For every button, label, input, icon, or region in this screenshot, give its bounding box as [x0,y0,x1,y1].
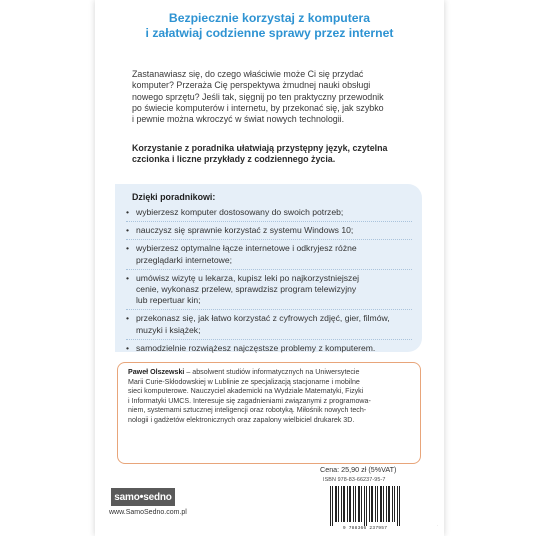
intro-line: po świecie komputerów i internetu, by przekonać się, jak szybko [132,102,384,113]
benefit-line: lub repertuar kin; [136,295,201,306]
benefit-item [126,273,412,311]
logo-left: samo [114,492,140,503]
bullet-icon: • [126,272,130,283]
author-bio-line: i Informatyki UMCS. Interesuje się zagadnieniami związanymi z programowa- [128,396,371,405]
author-bio-first-line: – absolwent studiów informatycznych na Uniwersytecie [184,368,360,376]
intro-line: Zastanawiasz się, do czego właściwie może Ci się przydać [132,69,364,79]
author-name: Paweł Olszewski [128,368,185,376]
author-bio-line: Marii Curie-Skłodowskiej w Lublinie ze specjalizacją stacjonarne i mobilne [128,377,360,386]
author-bio-box [117,362,421,464]
intro-paragraph [132,69,412,125]
author-bio-line [128,368,412,378]
benefit-line: cenie, wykonasz przelew, sprawdzisz program telewizyjny [136,284,357,295]
book-back-cover [95,0,444,536]
bullet-icon: • [126,243,130,254]
benefit-line: samodzielnie rozwiążesz najczęstsze problemy z komputerem. [136,342,376,353]
benefit-line: muzyki i książek; [136,324,201,335]
bullet-icon: • [126,313,130,324]
intro-line: komputer? Przeraża Cię perspektywa żmudnej nauki obsługi [132,80,371,91]
benefits-list [126,207,412,360]
publisher-logo [111,488,175,506]
benefit-item [126,243,412,269]
benefit-line: nauczysz się sprawnie korzystać z systemu Windows 10; [136,225,354,236]
logo-right: sedno [143,492,172,503]
benefit-item [126,225,412,240]
intro-bold-paragraph [132,143,416,166]
intro-line: i pewnie można wkroczyć w świat nowych technologii. [132,114,345,125]
bullet-icon: • [126,207,130,217]
cover-title [95,11,444,41]
benefit-item [126,207,412,222]
barcode-icon [328,486,402,526]
intro-bold-line: Korzystanie z poradnika ułatwiają przystępny język, czytelna [132,143,388,153]
price-label: Cena: 25,90 zł (5%VAT) [320,465,397,474]
author-bio-line: nologii i gadżetów elektronicznych oraz zapalony wielbiciel drukarek 3D. [128,415,355,424]
benefit-line: wybierzesz komputer dostosowany do swoich potrzeb; [136,207,344,217]
benefit-line: wybierzesz optymalne łącze internetowe i odkryjesz różne [136,243,357,254]
benefit-line: umówisz wizytę u lekarza, kupisz leki po najkorzystniejszej [136,272,360,283]
isbn-label: ISBN 978-83-66237-95-7 [323,477,386,483]
intro-bold-line: czcionka i liczne przykłady z codziennego życia. [132,154,336,165]
benefit-item [126,343,412,357]
bullet-icon: • [126,342,130,353]
title-line-2: i załatwiaj codzienne sprawy przez internet [145,26,394,40]
benefits-panel [115,184,422,352]
author-bio [128,368,412,426]
bullet-icon: • [126,225,130,236]
author-bio-line: niem, systemami sztucznej inteligencji oraz robotyką. Miłośnik nowych tech- [128,406,367,415]
benefit-line: przekonasz się, jak łatwo korzystać z cyfrowych zdjęć, gier, filmów, [136,313,390,324]
author-bio-line: sieci komputerowe. Nauczyciel akademicki na Wydziale Matematyki, Fizyki [128,387,364,396]
logo-dot: • [139,491,144,503]
side-credit-mark: . [435,525,439,526]
benefits-title: Dzięki poradnikowi: [132,192,216,202]
title-line-1: Bezpiecznie korzystaj z komputera [168,11,371,25]
barcode-digits: 9 788366 237957 [342,526,388,531]
benefit-line: przeglądarki internetowe; [136,254,233,265]
publisher-website: www.SamoSedno.com.pl [109,509,187,516]
benefit-item [126,313,412,339]
intro-line: nowego sprzętu? Jeśli tak, sięgnij po ten praktyczny przewodnik [132,91,384,102]
